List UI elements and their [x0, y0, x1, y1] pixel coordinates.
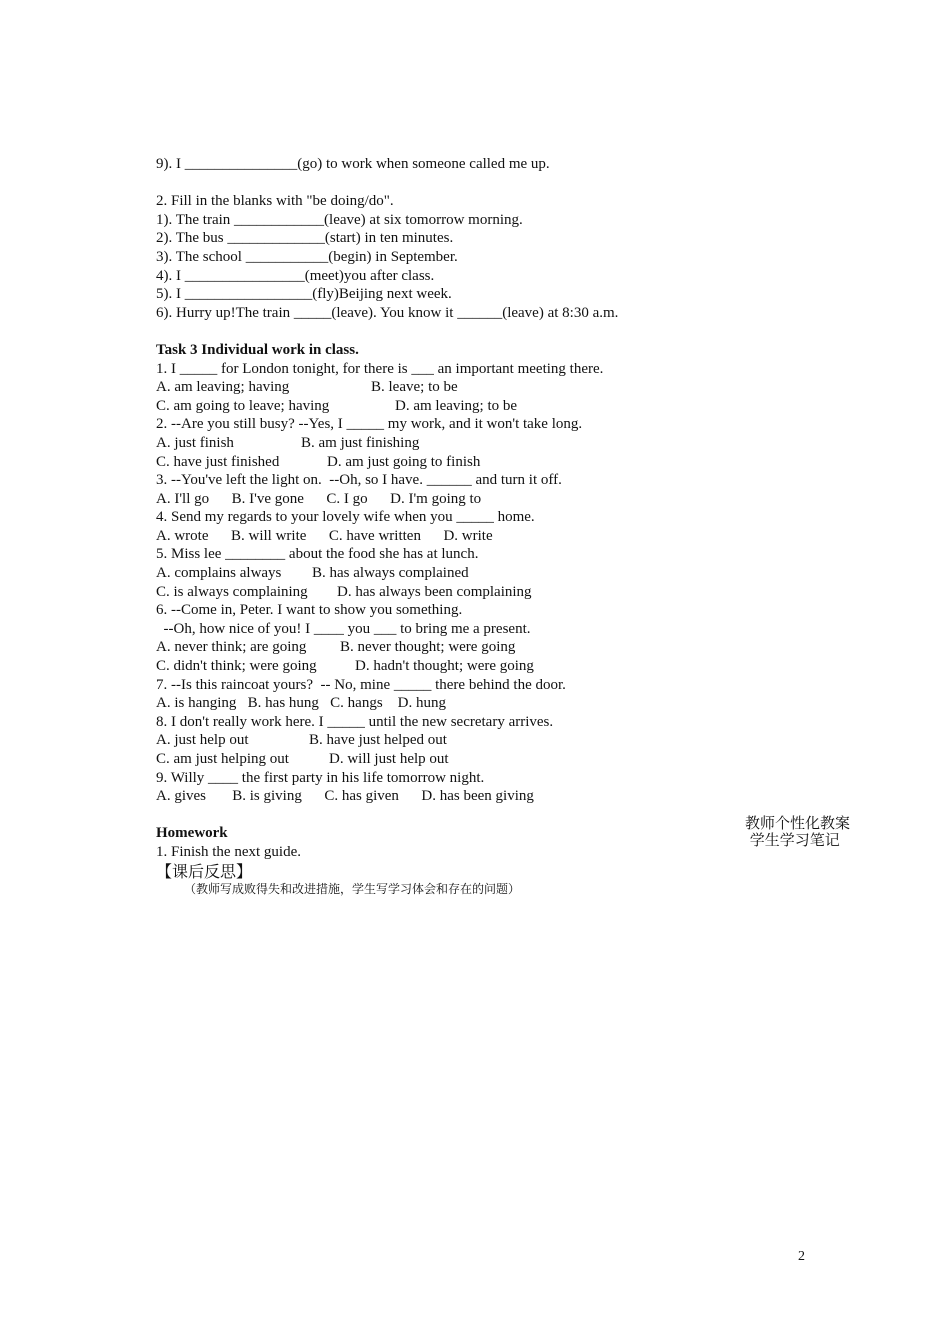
- question-3: 3. --You've left the light on. --Oh, so I have. ______ and turn it off.: [156, 472, 562, 489]
- section1-q9: 9). I _______________(go) to work when someone called me up.: [156, 156, 550, 172]
- option-a: A. am leaving; having: [156, 379, 290, 396]
- options-row: [156, 397, 716, 416]
- options-row: [156, 750, 716, 769]
- option-b: B. have just helped out: [309, 732, 447, 749]
- homework-item: 1. Finish the next guide.: [156, 843, 301, 860]
- options-row: [156, 657, 716, 676]
- options-row: A. is hanging B. has hung C. hangs D. hung: [156, 695, 446, 712]
- section2-item: 3). The school ___________(begin) in September.: [156, 248, 458, 265]
- side-note: [745, 815, 885, 849]
- question-6: 6. --Come in, Peter. I want to show you something.: [156, 602, 463, 619]
- options-row: A. wrote B. will write C. have written D. write: [156, 527, 493, 544]
- task3-title: Task 3 Individual work in class.: [156, 341, 359, 358]
- section2-title: 2. Fill in the blanks with "be doing/do".: [156, 193, 394, 210]
- option-b: B. am just finishing: [301, 434, 420, 451]
- option-d: D. am just going to finish: [327, 453, 481, 470]
- options-row: [156, 564, 716, 583]
- option-d: D. am leaving; to be: [395, 397, 518, 414]
- section2-item: 6). Hurry up!The train _____(leave). You know it ______(leave) at 8:30 a.m.: [156, 304, 619, 321]
- question-1: 1. I _____ for London tonight, for there is ___ an important meeting there.: [156, 360, 604, 377]
- section2-item: 5). I _________________(fly)Beijing next week.: [156, 286, 452, 303]
- homework-title: Homework: [156, 825, 228, 842]
- question-4: 4. Send my regards to your lovely wife when you _____ home.: [156, 509, 535, 526]
- options-row: [156, 583, 716, 602]
- spacer: [156, 174, 716, 193]
- option-c: C. am just helping out: [156, 751, 289, 767]
- question-9: 9. Willy ____ the first party in his life tomorrow night.: [156, 769, 485, 786]
- option-a: A. just help out: [156, 732, 249, 749]
- section2-item: 2). The bus _____________(start) in ten minutes.: [156, 230, 454, 247]
- spacer: [156, 322, 716, 341]
- option-a: A. just finish: [156, 434, 234, 451]
- option-d: D. hadn't thought; were going: [355, 658, 534, 675]
- option-b: B. never thought; were going: [340, 639, 516, 656]
- option-b: B. has always complained: [312, 565, 469, 582]
- option-a: A. never think; are going: [156, 639, 307, 656]
- option-b: B. leave; to be: [371, 379, 458, 396]
- option-c: C. didn't think; were going: [156, 658, 317, 675]
- section2-item: 4). I ________________(meet)you after class.: [156, 267, 435, 284]
- option-c: C. is always complaining: [156, 583, 308, 600]
- question-2: 2. --Are you still busy? --Yes, I _____ my work, and it won't take long.: [156, 416, 583, 433]
- section2-item: 1). The train ____________(leave) at six tomorrow morning.: [156, 211, 523, 228]
- options-row: A. I'll go B. I've gone C. I go D. I'm going to: [156, 490, 482, 507]
- options-row: [156, 731, 716, 750]
- side-note-line: 教师个性化教案: [745, 814, 851, 832]
- option-c: C. have just finished: [156, 453, 280, 470]
- option-d: D. will just help out: [329, 751, 449, 767]
- page-number: 2: [798, 1249, 805, 1264]
- spacer: [156, 806, 716, 825]
- option-c: C. am going to leave; having: [156, 397, 330, 414]
- reflection-note: （教师写成败得失和改进措施，学生写学习体会和存在的问题）: [184, 881, 521, 896]
- question-7: 7. --Is this raincoat yours? -- No, mine _____ there behind the door.: [156, 676, 566, 693]
- question-5: 5. Miss lee ________ about the food she has at lunch.: [156, 546, 479, 563]
- question-8: 8. I don't really work here. I _____ until the new secretary arrives.: [156, 713, 554, 730]
- question-6-continued: --Oh, how nice of you! I ____ you ___ to bring me a present.: [156, 620, 531, 637]
- reflection-title: 【课后反思】: [156, 861, 253, 881]
- options-row: A. gives B. is giving C. has given D. has been giving: [156, 788, 534, 805]
- option-d: D. has always been complaining: [337, 583, 532, 600]
- worksheet-body: [156, 155, 716, 897]
- option-a: A. complains always: [156, 565, 282, 582]
- side-note-line: 学生学习笔记: [745, 831, 840, 849]
- options-row: [156, 378, 716, 397]
- options-row: [156, 453, 716, 472]
- options-row: [156, 638, 716, 657]
- options-row: [156, 434, 716, 453]
